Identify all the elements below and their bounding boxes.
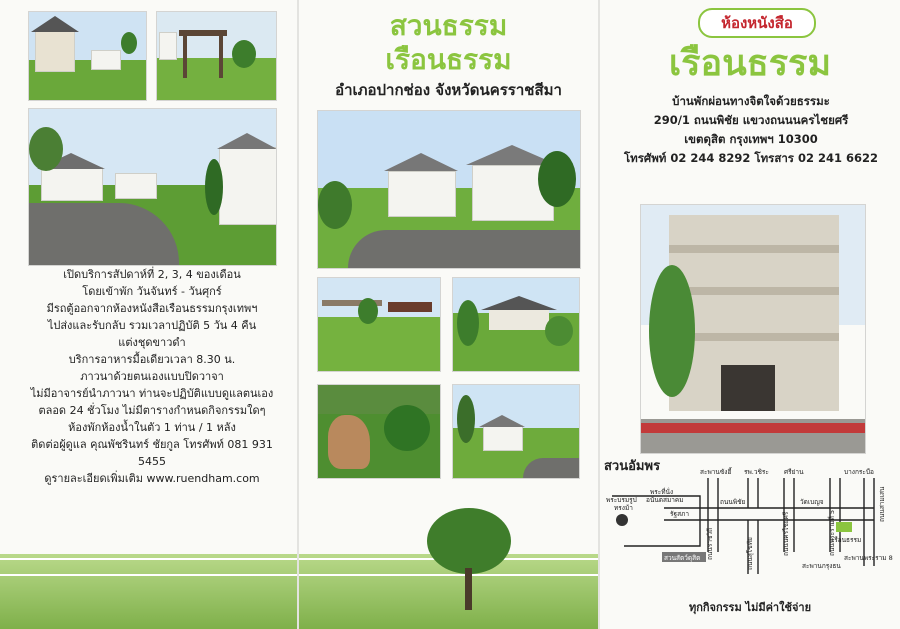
map-label: สวนสัตว์ดุสิต <box>664 554 701 562</box>
photo-pavilion <box>156 11 277 101</box>
map-label: ถนนนครไชยศรี <box>782 511 790 556</box>
map-label: รัฐสภา <box>670 510 689 518</box>
map-label: เรือนธรรม <box>832 536 862 544</box>
map-label: อนันตสมาคม <box>646 496 684 504</box>
right-title: เรือนธรรม <box>668 43 832 84</box>
info-line: ไปส่งและรับกลับ รวมเวลาปฏิบัติ 5 วัน 4 คืน <box>47 319 257 332</box>
address-line: เขตดุสิต กรุงเทพฯ 10300 <box>684 132 818 146</box>
map-label: ถนนสามเสน <box>878 486 886 522</box>
photo-sala <box>317 277 441 372</box>
photo-rock-garden <box>317 384 441 479</box>
tree-trunk <box>465 568 472 610</box>
map-label: พระที่นั่ง <box>650 488 674 496</box>
grass-strip-left <box>0 554 297 629</box>
address-block <box>610 92 892 168</box>
info-line: เปิดบริการสัปดาห์ที่ 2, 3, 4 ของเดือน <box>63 268 241 281</box>
photo-building <box>640 204 866 454</box>
map-label: ทรงม้า <box>614 504 633 512</box>
map-title: สวนอัมพร <box>604 459 661 474</box>
photo-garden-houses <box>317 110 581 269</box>
info-line: ตลอด 24 ชั่วโมง ไม่มีตารางกำหนดกิจกรรมใดๆ <box>38 404 266 417</box>
tree-icon <box>427 508 511 574</box>
middle-title-line1: สวนธรรม <box>389 9 508 42</box>
map-label: สะพานกรุงธน <box>802 562 841 570</box>
map-label: ถนนพระรามที่ 5 <box>828 509 836 556</box>
info-line: โดยเข้าพัก วันจันทร์ - วันศุกร์ <box>82 285 222 298</box>
free-activities-note: ทุกกิจกรรม ไม่มีค่าใช้จ่าย <box>688 601 812 614</box>
info-line: บริการอาหารมื้อเดียวเวลา 8.30 น. <box>68 353 236 366</box>
address-line: 290/1 ถนนพิชัย แขวงถนนนครไชยศรี <box>653 113 849 127</box>
photo-road-houses <box>28 108 277 266</box>
contact-line: ติดต่อผู้ดูแล คุณพัชรินทร์ ชัยกูล โทรศัพท์ 081 931 5455 <box>31 438 273 468</box>
photo-pavilion-path <box>452 277 580 372</box>
map-label: บางกระบือ <box>844 468 874 476</box>
map-label: ถนนสุโขทัย <box>746 537 754 570</box>
left-panel <box>0 0 297 629</box>
map-label: ศรีย่าน <box>784 468 804 476</box>
website-line: ดูรายละเอียดเพิ่มเติม www.ruendham.com <box>44 472 260 485</box>
map-label: ถนนราชวิถี <box>706 528 714 560</box>
middle-title-line2: เรือนธรรม <box>385 43 512 76</box>
monument-icon <box>616 514 628 526</box>
right-panel <box>600 0 900 629</box>
map-label: รพ.วชิระ <box>744 468 769 476</box>
retreat-info <box>20 266 284 487</box>
info-line: ห้องพักห้องน้ำในตัว 1 ท่าน / 1 หลัง <box>68 421 236 434</box>
map-label: พระบรมรูป <box>606 496 637 504</box>
badge-library: ห้องหนังสือ <box>698 8 816 38</box>
map-label: วัดเบญจ <box>800 498 824 506</box>
location-map <box>604 456 896 580</box>
address-line: บ้านพักผ่อนทางจิตใจด้วยธรรมะ <box>672 94 830 108</box>
map-label: ถนนพิชัย <box>720 498 746 506</box>
info-line: ภาวนาด้วยตนเองแบบปิดวาจา <box>80 370 224 383</box>
map-label: สะพานซังฮี้ <box>700 468 732 476</box>
middle-subtitle: อำเภอปากช่อง จังหวัดนครราชสีมา <box>335 81 562 99</box>
photo-cottages-lawn <box>28 11 147 101</box>
map-label: สะพานพระราม 8 <box>844 554 893 562</box>
middle-panel <box>299 0 598 629</box>
info-line: ไม่มีอาจารย์นำภาวนา ท่านจะปฏิบัติแบบดูแลตนเอง <box>30 387 274 400</box>
photo-cottage-trees <box>452 384 580 479</box>
info-line: มีรถตู้ออกจากห้องหนังสือเรือนธรรมกรุงเทพฯ <box>46 302 258 315</box>
info-line: แต่งชุดขาวดำ <box>118 336 186 349</box>
address-line: โทรศัพท์ 02 244 8292 โทรสาร 02 241 6622 <box>623 151 879 165</box>
destination-marker <box>836 522 852 532</box>
